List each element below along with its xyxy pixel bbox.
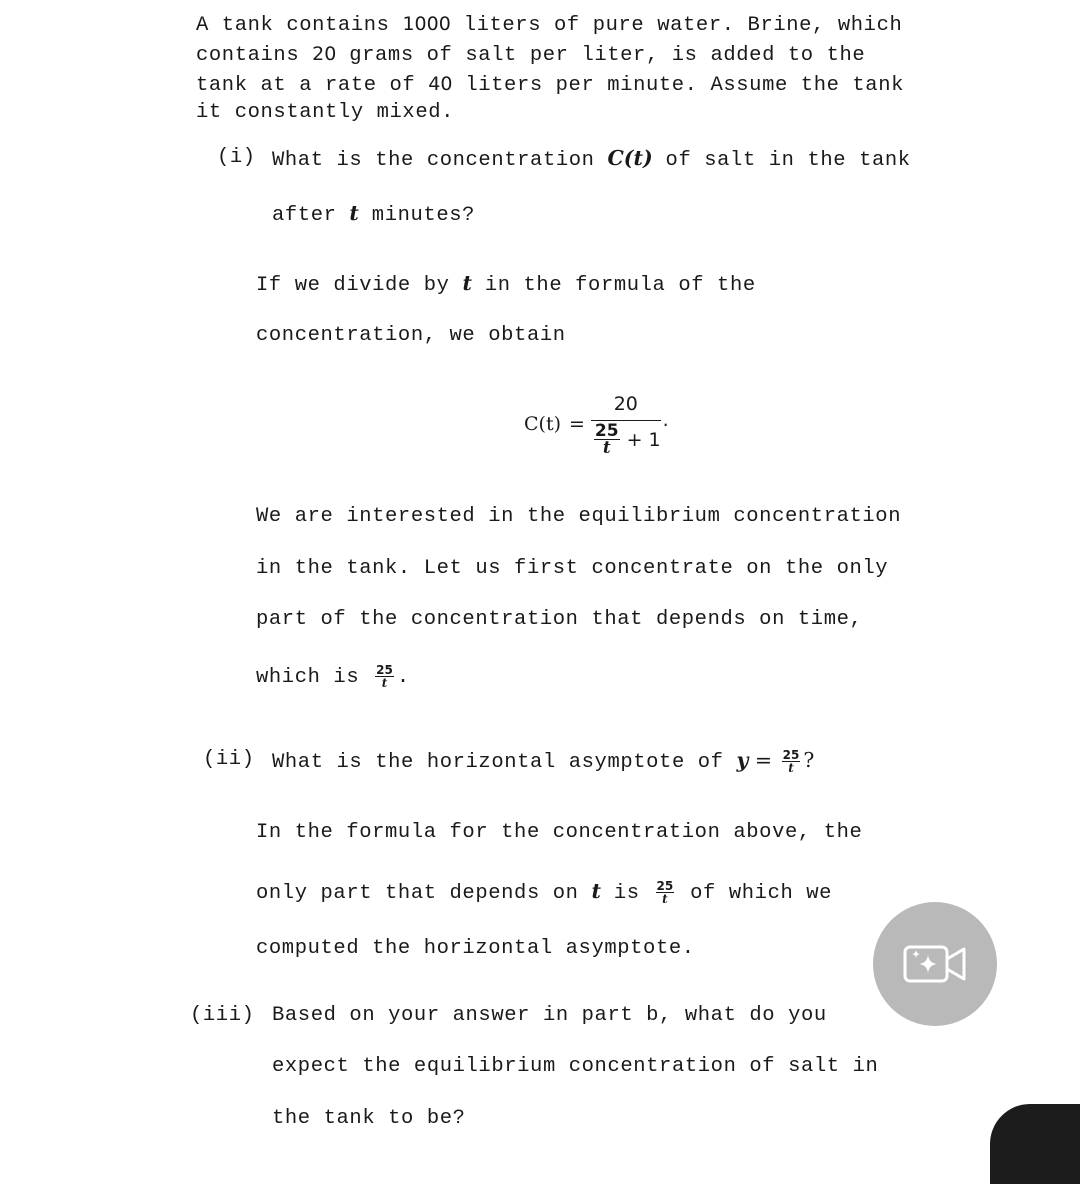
equation-numerator: 20 <box>591 392 661 421</box>
answer-i-line-1: If we divide by t in the formula of the <box>256 271 756 297</box>
intro-line-1: A tank contains 1000 liters of pure water. Brine, which <box>196 13 903 37</box>
answer-ii-line-3: part of the concentration that depends on time, <box>256 608 863 631</box>
fraction-25-over-t: $\frac{25}{t}$ <box>656 879 674 907</box>
answer-iii-line-1: In the formula for the concentration above, the <box>256 821 863 844</box>
question-iii-line-2: expect the equilibrium concentration of salt in <box>272 1055 879 1078</box>
video-sparkle-icon <box>902 942 968 986</box>
question-ii-line-1: What is the horizontal asymptote of y = $\frac{25}{t}$ ? <box>272 748 815 776</box>
intro-line-2: contains 20 grams of salt per liter, is added to the <box>196 43 866 67</box>
answer-iii-line-3: computed the horizontal asymptote. <box>256 937 695 960</box>
concentration-equation: C(t) = 20 $\frac{25}{t}$ + 1 . <box>524 393 669 458</box>
equation-equals: = <box>569 413 585 435</box>
intro-line-3: tank at a rate of 40 liters per minute. Assume the tank <box>196 73 905 97</box>
answer-ii-line-4: which is $\frac{25}{t}$ . <box>256 663 410 691</box>
question-iii-line-1: Based on your answer in part b, what do you <box>272 1004 827 1027</box>
answer-iii-line-2: only part that depends on t is $\frac{25}{t}$ of which we <box>256 879 833 907</box>
question-iii-line-3: the tank to be? <box>272 1107 466 1130</box>
question-iii-marker: (iii) <box>190 1004 255 1027</box>
inner-fraction: $\frac{25}{t}$ <box>594 421 619 458</box>
equation-lhs: C(t) <box>524 413 561 435</box>
fraction-25-over-t: $\frac{25}{t}$ <box>376 663 393 691</box>
fraction-25-over-t: $\frac{25}{t}$ <box>782 748 800 776</box>
intro-line-4: it constantly mixed. <box>196 101 455 124</box>
ai-video-button[interactable] <box>873 902 997 1026</box>
corner-overlay[interactable] <box>990 1104 1080 1184</box>
equation-fraction <box>591 392 661 456</box>
question-i-line-1: What is the concentration C(t) of salt in the tank <box>272 146 911 172</box>
question-ii-marker: (ii) <box>203 748 255 771</box>
answer-ii-line-2: in the tank. Let us first concentrate on the only <box>256 557 889 580</box>
answer-i-line-2: concentration, we obtain <box>256 324 566 347</box>
answer-ii-line-1: We are interested in the equilibrium concentration <box>256 505 902 528</box>
equation-denominator: $\frac{25}{t}$ + 1 <box>594 421 661 458</box>
question-i-line-2: after t minutes? <box>272 201 476 227</box>
question-i-marker: (i) <box>217 146 256 169</box>
